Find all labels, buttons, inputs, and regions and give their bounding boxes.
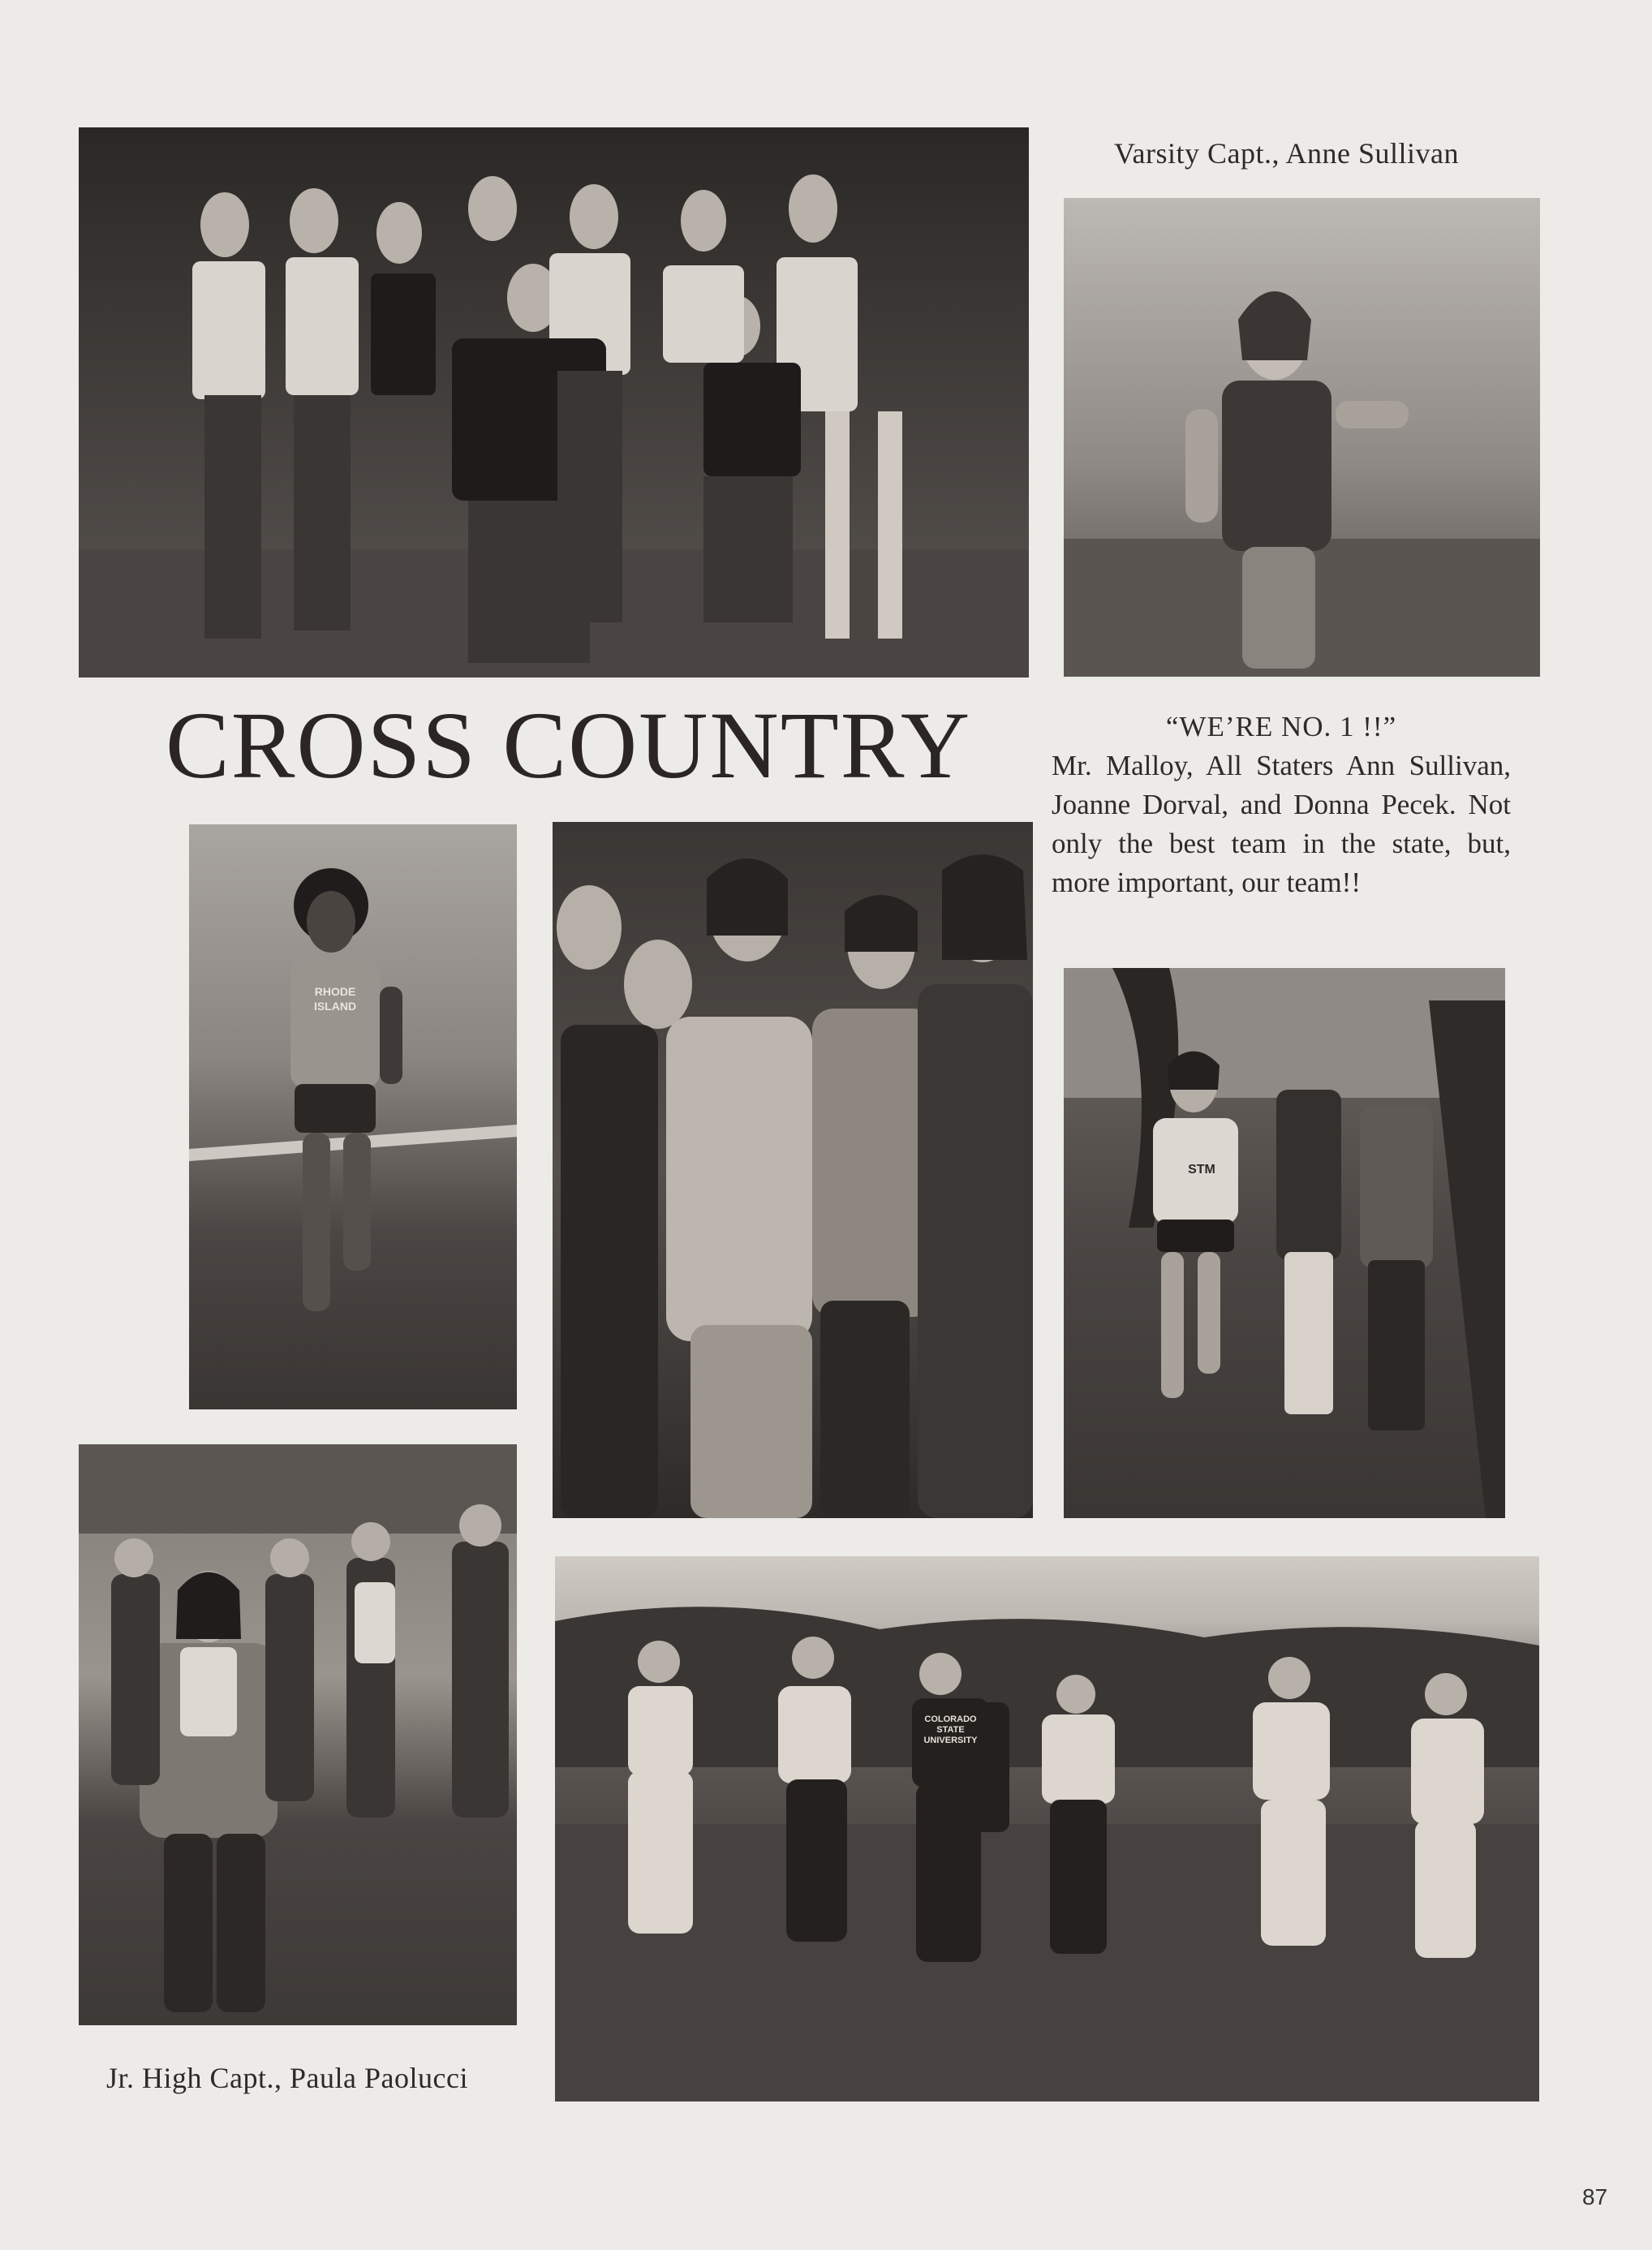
page-title: CROSS COUNTRY	[166, 692, 972, 798]
colorado-shirt-text: COLORADO STATE UNIVERSITY	[923, 1714, 978, 1745]
rhode-island-shirt-text: RHODE ISLAND	[313, 985, 357, 1013]
team-group-photo	[79, 127, 1029, 678]
quote-body: Mr. Malloy, All Staters Ann Sullivan, Joanne Dorval, and Donna Pecek. Not only the best team in the state, but, more important, our team!!	[1052, 750, 1511, 898]
stm-shirt-text: STM	[1188, 1163, 1215, 1177]
team-group-close-photo	[553, 822, 1033, 1518]
jr-high-captain-photo	[79, 1444, 517, 2025]
group-running-photo	[555, 1556, 1539, 2102]
runner-stm-photo	[1064, 968, 1505, 1518]
team-quote-caption	[1052, 708, 1511, 902]
runner-rhode-island-photo	[189, 824, 517, 1409]
varsity-captain-photo	[1064, 198, 1540, 677]
jr-high-captain-caption: Jr. High Capt., Paula Paolucci	[106, 2062, 468, 2094]
page-number: 87	[1582, 2184, 1608, 2209]
quote-headline: “WE’RE NO. 1 !!”	[1165, 711, 1397, 742]
varsity-captain-caption: Varsity Capt., Anne Sullivan	[1114, 137, 1459, 170]
